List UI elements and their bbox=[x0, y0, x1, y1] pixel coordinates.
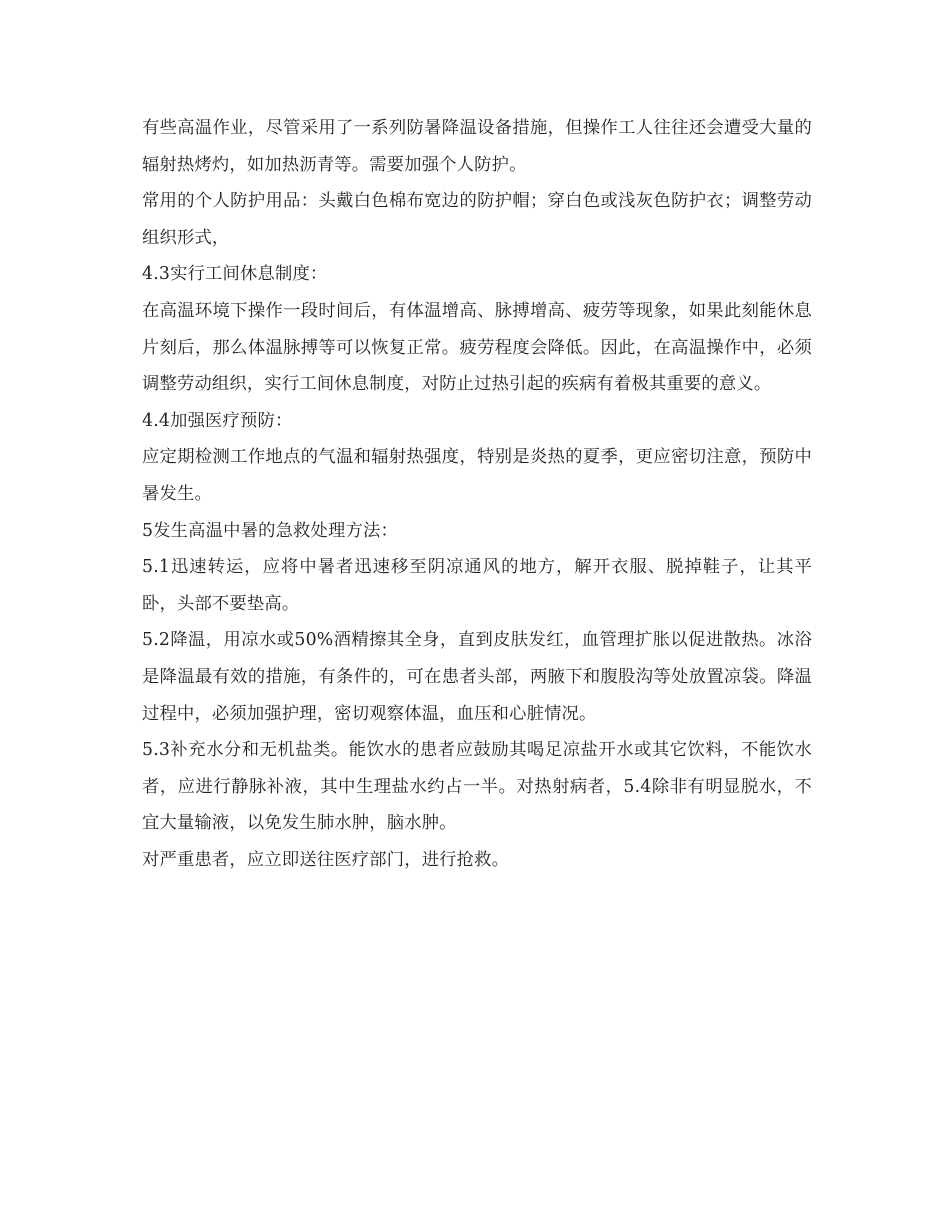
paragraph-severe-patients: 对严重患者，应立即送往医疗部门，进行抢救。 bbox=[142, 849, 510, 870]
paragraph-protective-equipment: 常用的个人防护用品：头戴白色棉布宽边的防护帽；穿白色或浅灰色防护衣；调整劳动组织形式， bbox=[142, 191, 812, 248]
paragraph-rest-system: 在高温环境下操作一段时间后，有体温增高、脉搏增高、疲劳等现象，如果此刻能休息片刻后，那么体温脉搏等可以恢复正常。疲劳程度会降低。因此，在高温操作中，必须调整劳动组织，实行工间休息制度，对防止过热引起的疾病有着极其重要的意义。 bbox=[142, 300, 812, 395]
section-heading-4-4: 4.4加强医疗预防： bbox=[142, 410, 293, 431]
paragraph-5-2-cooling: 5.2降温，用凉水或50%酒精擦其全身，直到皮肤发红，血管理扩胀以促进散热。冰浴是降温最有效的措施，有条件的，可在患者头部，两腋下和腹股沟等处放置凉袋。降温过程中，必须加强护理，密切观察体温，血压和心脏情况。 bbox=[142, 630, 812, 724]
paragraph-5-3-hydration: 5.3补充水分和无机盐类。能饮水的患者应鼓励其喝足凉盐开水或其它饮料，不能饮水者，应进行静脉补液，其中生理盐水约占一半。对热射病者，5.4除非有明显脱水，不宜大量输液，以免发生肺水肿，脑水肿。 bbox=[142, 740, 812, 834]
paragraph-personal-protection: 有些高温作业，尽管采用了一系列防暑降温设备措施，但操作工人往往还会遭受大量的辐射热烤灼，如加热沥青等。需要加强个人防护。 bbox=[142, 118, 812, 175]
paragraph-medical-prevention: 应定期检测工作地点的气温和辐射热强度，特别是炎热的夏季，更应密切注意，预防中暑发生。 bbox=[142, 447, 812, 504]
section-heading-4-3: 4.3实行工间休息制度： bbox=[142, 264, 328, 285]
section-heading-5: 5发生高温中暑的急救处理方法： bbox=[142, 520, 398, 541]
paragraph-5-1-transfer: 5.1迅速转运，应将中暑者迅速移至阴凉通风的地方，解开衣服、脱掉鞋子，让其平卧，头部不要垫高。 bbox=[142, 557, 812, 614]
document-body bbox=[142, 110, 812, 878]
